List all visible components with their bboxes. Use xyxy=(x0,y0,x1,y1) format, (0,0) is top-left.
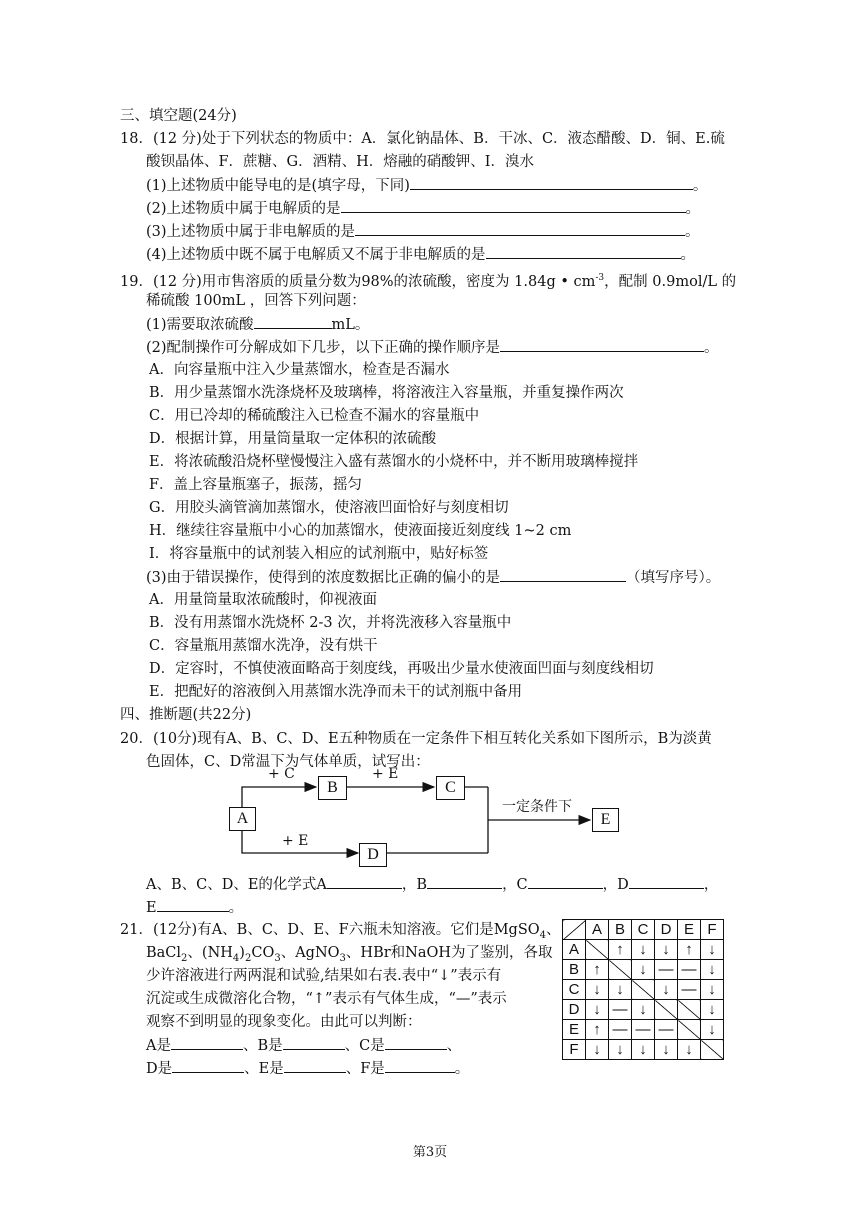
q21-answer-label: 、F是 xyxy=(345,1061,385,1077)
q20-answer-line2 xyxy=(146,897,243,918)
table-row xyxy=(563,1040,724,1060)
q19-step: H．继续往容量瓶中小心的加蒸馏水，使液面接近刻度线 1~2 cm xyxy=(149,523,572,539)
q21-answer-label: A是 xyxy=(146,1038,171,1054)
q20-answer-blank-a[interactable] xyxy=(327,874,402,889)
q18-stem-line2: 酸钡晶体、F．蔗糖、G．酒精、H．熔融的硝酸钾、I．溴水 xyxy=(146,154,535,170)
q19-part2-end: 。 xyxy=(704,340,719,356)
diagram-node-a: A xyxy=(229,807,256,831)
table-cell: — xyxy=(655,1020,678,1040)
q21-answer-label: 、C是 xyxy=(344,1038,385,1054)
table-diagonal-cell xyxy=(701,1040,724,1060)
q21-line5: 观察不到明显的现象变化。由此可以判断： xyxy=(146,1014,422,1030)
q19-part3-text: (3)由于错误操作，使得到的浓度数据比正确的偏小的是 xyxy=(146,570,501,586)
q21-sub: 4 xyxy=(232,952,240,964)
table-row-header: E xyxy=(563,1020,586,1040)
q20-answer-blank-e[interactable] xyxy=(157,897,229,912)
table-row-header: D xyxy=(563,1000,586,1020)
q19-step: C．用已冷却的稀硫酸注入已检查不漏水的容量瓶中 xyxy=(149,408,480,424)
table-col-header: D xyxy=(655,920,678,940)
diagram-node-d: D xyxy=(359,843,387,867)
table-cell: ↓ xyxy=(655,1040,678,1060)
q18-stem-line1: 18．(12 分)处于下列状态的物质中：A．氯化钠晶体、B．干冰、C．液态醋酸、D．铜、E.硫 xyxy=(120,131,725,147)
q20-answer-blank-c[interactable] xyxy=(528,874,603,889)
q21-answer-line2 xyxy=(146,1058,469,1079)
table-cell: ↓ xyxy=(586,1040,609,1060)
q21-answer-label: 、 xyxy=(446,1038,462,1054)
q21-line1-end: 、 xyxy=(546,922,561,938)
q21-reaction-table xyxy=(562,919,724,1060)
diagram-edge-label-e: 一定条件下 xyxy=(502,799,572,815)
table-col-header: E xyxy=(678,920,701,940)
table-row-header: A xyxy=(563,940,586,960)
table-cell: ↑ xyxy=(678,940,701,960)
table-cell: — xyxy=(609,1000,632,1020)
q21-answer-blank-c[interactable] xyxy=(385,1035,447,1050)
table-cell: ↓ xyxy=(609,1040,632,1060)
table-cell: ↓ xyxy=(632,1000,655,1020)
q20-answer-e-label: E xyxy=(146,900,157,916)
page-number: 第3页 xyxy=(412,1145,448,1160)
section3-title: 三、填空题(24分) xyxy=(120,108,237,124)
q19-error-option: A．用量筒量取浓硫酸时，仰视液面 xyxy=(149,592,377,608)
table-cell: — xyxy=(655,960,678,980)
q19-part3-end: （填写序号）。 xyxy=(626,570,721,586)
table-cell: ↓ xyxy=(701,1000,724,1020)
q18-part3-end: 。 xyxy=(685,224,700,240)
table-cell: ↓ xyxy=(678,1040,701,1060)
q18-part1-end: 。 xyxy=(692,178,708,194)
q20-answer-line2-end: 。 xyxy=(228,900,244,916)
q21-line1-text: 21．(12分)有A、B、C、D、E、F六瓶未知溶液。它们是MgSO xyxy=(120,922,540,938)
q21-formula-part: 、(NH xyxy=(187,945,233,961)
q19-step: G．用胶头滴管滴加蒸馏水，使溶液凹面恰好与刻度相切 xyxy=(149,500,509,516)
q21-formula-part: CO xyxy=(251,945,275,961)
table-cell: — xyxy=(678,960,701,980)
table-row-header: F xyxy=(563,1040,586,1060)
table-cell: ↓ xyxy=(701,1020,724,1040)
q19-part1-unit: mL。 xyxy=(331,317,370,333)
q19-stem-a: 19．(12 分)用市售溶质的质量分数为98%的浓硫酸，密度为 1.84g xyxy=(120,273,556,290)
table-row xyxy=(563,1000,724,1020)
q21-formula-part: BaCl xyxy=(146,945,182,961)
table-cell: — xyxy=(632,1020,655,1040)
table-col-header: F xyxy=(701,920,724,940)
q19-stem-c: ，配制 0.9mol/L 的 xyxy=(604,273,737,290)
q21-answer-label: 、E是 xyxy=(244,1061,284,1077)
q19-step: B．用少量蒸馏水洗涤烧杯及玻璃棒，将溶液注入容量瓶，并重复操作两次 xyxy=(149,385,624,401)
table-header-row xyxy=(563,920,724,940)
q21-formula-part: 、AgNO xyxy=(280,945,340,961)
q19-step: E．将浓硫酸沿烧杯壁慢慢注入盛有蒸馏水的小烧杯中，并不断用玻璃棒搅拌 xyxy=(149,454,639,470)
table-row-header: C xyxy=(563,980,586,1000)
q21-sub: 2 xyxy=(244,952,252,964)
q21-sub: 3 xyxy=(274,952,281,964)
table-cell: ↓ xyxy=(632,1040,655,1060)
q21-formula-part: ) xyxy=(239,945,245,961)
q19-step: I．将容量瓶中的试剂装入相应的试剂瓶中，贴好标签 xyxy=(149,546,489,562)
diagram-node-b: B xyxy=(318,776,347,800)
table-diagonal-cell xyxy=(678,1020,701,1040)
q21-sub: 3 xyxy=(339,952,346,964)
q20-answer-a-label: A、B、C、D、E的化学式A xyxy=(146,877,327,893)
table-corner-cell xyxy=(563,920,586,940)
table-cell: ↑ xyxy=(586,960,609,980)
q21-sub: 2 xyxy=(181,952,188,964)
q19-error-option: E．把配好的溶液倒入用蒸馏水洗净而未干的试剂瓶中备用 xyxy=(149,684,523,700)
q19-step: D．根据计算，用量筒量取一定体积的浓硫酸 xyxy=(149,431,437,447)
diagram-edge-label-ad: + E xyxy=(282,833,309,849)
table-col-header: A xyxy=(586,920,609,940)
table-cell: — xyxy=(678,980,701,1000)
q21-answer-blank-f[interactable] xyxy=(385,1058,455,1073)
table-cell: — xyxy=(609,1020,632,1040)
table-row xyxy=(563,1020,724,1040)
q21-line1 xyxy=(120,920,561,946)
q19-step: A．向容量瓶中注入少量蒸馏水，检查是否漏水 xyxy=(149,362,450,378)
q18-part2-text: (2)上述物质中属于电解质的是 xyxy=(146,201,341,217)
table-col-header: C xyxy=(632,920,655,940)
q18-part4-text: (4)上述物质中既不属于电解质又不属于非电解质的是 xyxy=(146,247,486,263)
q20-stem-line2: 色固体，C、D常温下为气体单质，试写出： xyxy=(146,754,430,770)
q21-line4: 沉淀或生成微溶化合物，“↑”表示有气体生成，“—”表示 xyxy=(146,991,507,1007)
q20-answer-line1 xyxy=(146,874,718,895)
table-cell: ↓ xyxy=(632,960,655,980)
table-row-header: B xyxy=(563,960,586,980)
diagram-edge-label-bc: + E xyxy=(372,766,399,782)
table-cell: ↓ xyxy=(701,980,724,1000)
q20-answer-b-label: ，B xyxy=(401,877,428,893)
q21-answer-blank-b[interactable] xyxy=(283,1035,345,1050)
q19-stem-line2: 稀硫酸 100mL ，回答下列问题： xyxy=(146,293,366,309)
diagram-node-e: E xyxy=(592,808,619,832)
table-row xyxy=(563,940,724,960)
q20-answer-line1-end: ， xyxy=(703,877,719,893)
table-row xyxy=(563,960,724,980)
table-cell: ↓ xyxy=(586,1000,609,1020)
q20-answer-c-label: ，C xyxy=(502,877,528,893)
q19-stem-b: • cm xyxy=(555,273,596,290)
q19-stem-sup: -3 xyxy=(595,273,605,283)
table-diagonal-cell xyxy=(586,940,609,960)
q20-answer-d-label: ，D xyxy=(602,877,629,893)
table-cell: ↓ xyxy=(655,940,678,960)
q21-answer-label: 、B是 xyxy=(242,1038,283,1054)
q21-sub: 4 xyxy=(539,929,547,941)
q20-answer-blank-d[interactable] xyxy=(629,874,704,889)
q19-part2-text: (2)配制操作可分解成如下几步，以下正确的操作顺序是 xyxy=(146,340,501,356)
table-cell: ↓ xyxy=(609,980,632,1000)
q20-answer-blank-b[interactable] xyxy=(427,874,502,889)
q18-part3-text: (3)上述物质中属于非电解质的是 xyxy=(146,224,356,240)
q21-formula-part: 、HBr和NaOH为了鉴别，各取 xyxy=(345,945,553,961)
table-diagonal-cell xyxy=(632,980,655,1000)
q21-answer-blank-a[interactable] xyxy=(171,1035,243,1050)
table-cell xyxy=(678,1000,701,1020)
q18-part2-end: 。 xyxy=(685,201,701,217)
q21-answer-label: D是 xyxy=(146,1061,173,1077)
table-diagonal-cell xyxy=(609,960,632,980)
q20-stem-line1: 20．(10分)现有A、B、C、D、E五种物质在一定条件下相互转化关系如下图所示，B为淡黄 xyxy=(120,731,712,747)
q21-answer-blank-e[interactable] xyxy=(284,1058,346,1073)
table-cell: ↑ xyxy=(586,1020,609,1040)
q19-step: F．盖上容量瓶塞子，振荡，摇匀 xyxy=(149,477,363,493)
q21-answer-blank-d[interactable] xyxy=(172,1058,244,1073)
table-diagonal-cell xyxy=(655,1000,678,1020)
q21-answer-line1 xyxy=(146,1035,461,1056)
table-cell: ↓ xyxy=(632,940,655,960)
table-row xyxy=(563,980,724,1000)
diagram-edge-label-ab: + C xyxy=(268,766,295,782)
q21-line2 xyxy=(146,943,553,969)
table-cell: ↑ xyxy=(609,940,632,960)
q19-error-option: D．定容时，不慎使液面略高于刻度线，再吸出少量水使液面凹面与刻度线相切 xyxy=(149,661,654,677)
diagram-node-c: C xyxy=(436,776,465,800)
section4-title: 四、推断题(共22分) xyxy=(120,707,252,723)
table-cell: ↓ xyxy=(655,980,678,1000)
q21-answer-label: 。 xyxy=(454,1061,470,1077)
table-cell: ↓ xyxy=(701,960,724,980)
q19-error-option: C．容量瓶用蒸馏水洗净，没有烘干 xyxy=(149,638,378,654)
q18-part4-end: 。 xyxy=(680,247,696,263)
q19-part1-text: (1)需要取浓硫酸 xyxy=(146,317,254,333)
table-col-header: B xyxy=(609,920,632,940)
q21-line3: 少许溶液进行两两混和试验,结果如右表.表中“↓”表示有 xyxy=(146,968,502,984)
table-cell: ↓ xyxy=(586,980,609,1000)
q18-part1-text: (1)上述物质中能导电的是(填字母，下同) xyxy=(146,178,410,194)
q19-error-option: B．没有用蒸馏水洗烧杯 2-3 次，并将洗液移入容量瓶中 xyxy=(149,615,512,631)
table-cell: ↓ xyxy=(701,940,724,960)
